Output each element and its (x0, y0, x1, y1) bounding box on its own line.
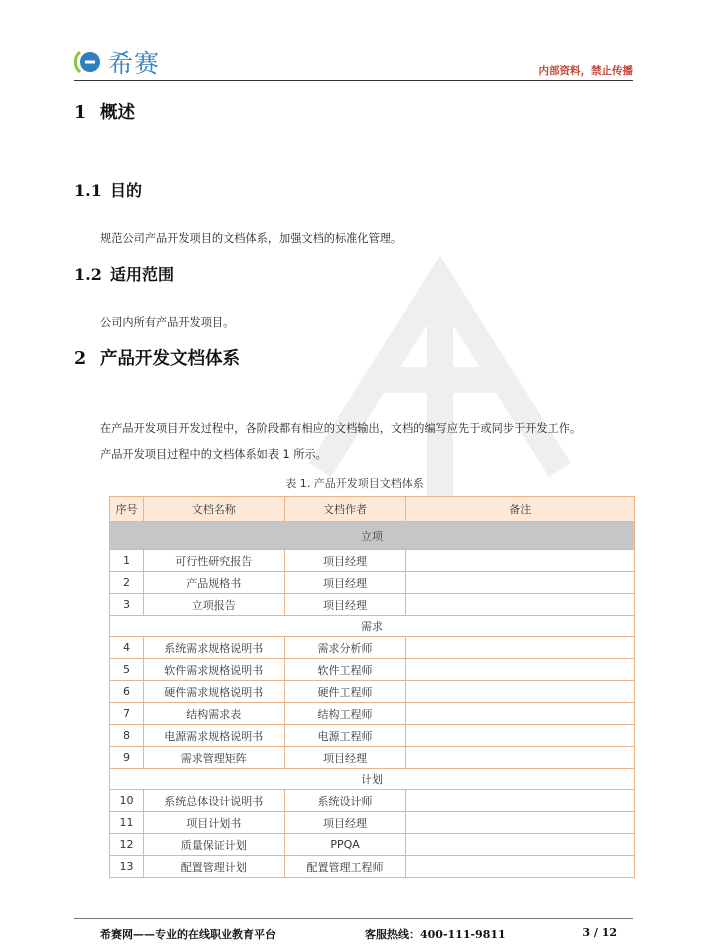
header-divider (74, 80, 633, 81)
cell-author: 软件工程师 (284, 659, 406, 681)
phase-label: 需求 (110, 616, 635, 637)
phase-label: 计划 (110, 769, 635, 790)
cell-index: 2 (110, 572, 144, 594)
cell-doc-name: 配置管理计划 (143, 856, 284, 878)
table-row (110, 725, 635, 747)
cell-doc-name: 立项报告 (143, 594, 284, 616)
cell-index: 6 (110, 681, 144, 703)
cell-author: 结构工程师 (284, 703, 406, 725)
cell-author: 需求分析师 (284, 637, 406, 659)
cell-remarks (406, 572, 635, 594)
cell-remarks (406, 659, 635, 681)
watermark-icon (280, 250, 600, 510)
cell-remarks (406, 856, 635, 878)
cell-remarks (406, 637, 635, 659)
cell-remarks (406, 812, 635, 834)
cell-doc-name: 产品规格书 (143, 572, 284, 594)
cell-index: 5 (110, 659, 144, 681)
cell-remarks (406, 725, 635, 747)
table-row (110, 834, 635, 856)
footer-hotline: 客服热线：400-111-9811 (365, 928, 506, 941)
col-header-author: 文档作者 (284, 497, 406, 522)
cell-remarks (406, 594, 635, 616)
cell-author: 系统设计师 (284, 790, 406, 812)
cell-remarks (406, 703, 635, 725)
cell-index: 12 (110, 834, 144, 856)
heading-number: 1.1 (74, 181, 102, 200)
table-row (110, 594, 635, 616)
cell-author: 项目经理 (284, 550, 406, 572)
table-row (110, 637, 635, 659)
footer-divider (74, 918, 633, 919)
page-number: 3 / 12 (582, 926, 617, 939)
col-header-doc-name: 文档名称 (143, 497, 284, 522)
heading-number: 2 (74, 349, 87, 369)
table-row (110, 703, 635, 725)
heading-title: 适用范围 (110, 265, 175, 284)
cell-doc-name: 硬件需求规格说明书 (143, 681, 284, 703)
table-header-row (110, 497, 635, 522)
cell-doc-name: 系统总体设计说明书 (143, 790, 284, 812)
heading-number: 1.2 (74, 265, 102, 284)
cell-index: 3 (110, 594, 144, 616)
heading-1 (74, 99, 135, 124)
cell-doc-name: 电源需求规格说明书 (143, 725, 284, 747)
phase-row-planning (110, 769, 635, 790)
table-row (110, 856, 635, 878)
cell-doc-name: 需求管理矩阵 (143, 747, 284, 769)
heading-title: 目的 (110, 181, 143, 200)
table-row (110, 681, 635, 703)
system-paragraph-1: 在产品开发项目开发过程中，各阶段都有相应的文档输出，文档的编写应先于或同步于开发工作。 (100, 422, 582, 435)
cell-author: 项目经理 (284, 747, 406, 769)
confidential-notice: 内部资料，禁止传播 (538, 65, 633, 77)
heading-title: 概述 (100, 103, 135, 123)
table-row (110, 659, 635, 681)
system-paragraph-2: 产品开发项目过程中的文档体系如表 1 所示。 (100, 448, 327, 461)
footer-site: 希赛网——专业的在线职业教育平台 (100, 928, 276, 941)
cell-doc-name: 质量保证计划 (143, 834, 284, 856)
heading-title: 产品开发文档体系 (100, 349, 240, 369)
brand-logo (74, 44, 160, 80)
phase-row-initiation (110, 522, 635, 550)
cell-index: 4 (110, 637, 144, 659)
heading-2 (74, 345, 240, 370)
cell-author: 项目经理 (284, 812, 406, 834)
cell-author: 电源工程师 (284, 725, 406, 747)
cell-remarks (406, 681, 635, 703)
cell-author: 硬件工程师 (284, 681, 406, 703)
logo-e-icon (74, 47, 104, 77)
cell-author: 项目经理 (284, 572, 406, 594)
heading-1-1 (74, 178, 142, 201)
phase-label: 立项 (110, 522, 635, 550)
heading-number: 1 (74, 103, 87, 123)
cell-index: 7 (110, 703, 144, 725)
table-row (110, 572, 635, 594)
table-row (110, 812, 635, 834)
cell-author: 配置管理工程师 (284, 856, 406, 878)
cell-index: 11 (110, 812, 144, 834)
cell-author: PPQA (284, 834, 406, 856)
cell-index: 8 (110, 725, 144, 747)
cell-remarks (406, 550, 635, 572)
cell-doc-name: 结构需求表 (143, 703, 284, 725)
cell-index: 13 (110, 856, 144, 878)
cell-author: 项目经理 (284, 594, 406, 616)
cell-remarks (406, 747, 635, 769)
brand-name: 希赛 (108, 49, 161, 78)
purpose-paragraph: 规范公司产品开发项目的文档体系，加强文档的标准化管理。 (100, 232, 403, 245)
cell-doc-name: 项目计划书 (143, 812, 284, 834)
document-system-table (109, 496, 635, 878)
cell-index: 1 (110, 550, 144, 572)
cell-doc-name: 软件需求规格说明书 (143, 659, 284, 681)
cell-doc-name: 系统需求规格说明书 (143, 637, 284, 659)
cell-doc-name: 可行性研究报告 (143, 550, 284, 572)
phase-row-requirements (110, 616, 635, 637)
heading-1-2 (74, 262, 174, 285)
scope-paragraph: 公司内所有产品开发项目。 (100, 316, 235, 329)
cell-index: 9 (110, 747, 144, 769)
col-header-index: 序号 (110, 497, 144, 522)
col-header-remarks: 备注 (406, 497, 635, 522)
table-row (110, 550, 635, 572)
cell-remarks (406, 834, 635, 856)
cell-remarks (406, 790, 635, 812)
cell-index: 10 (110, 790, 144, 812)
table-row (110, 790, 635, 812)
table-row (110, 747, 635, 769)
table-caption: 表 1. 产品开发项目文档体系 (285, 477, 424, 490)
